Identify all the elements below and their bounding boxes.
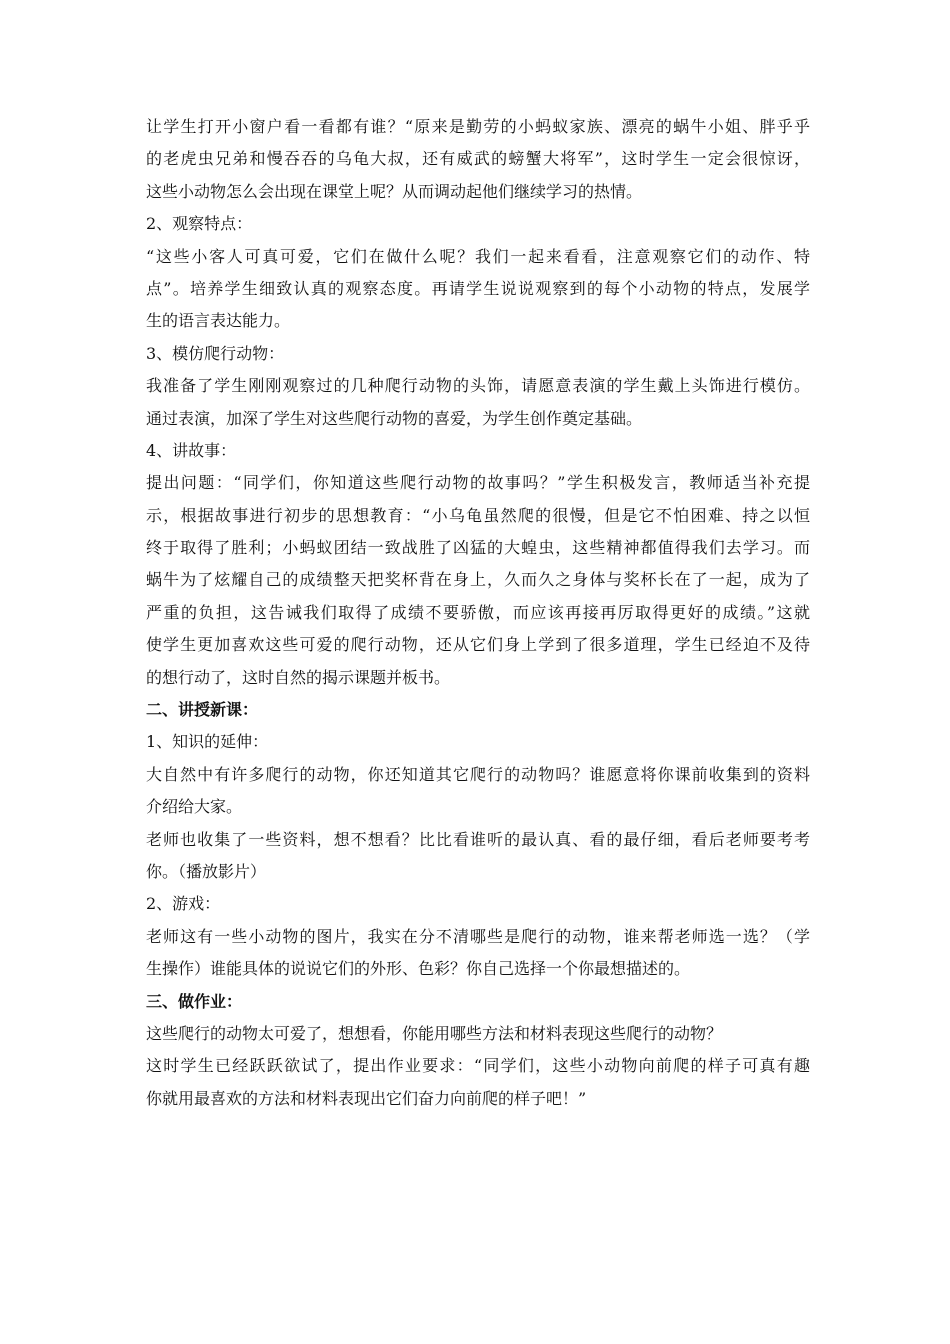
major-heading: 二、讲授新课： xyxy=(146,700,259,720)
text-line: 提出问题：“同学们，你知道这些爬行动物的故事吗？”学生积极发言，教师适当补充提 xyxy=(146,473,810,493)
text-line: 的老虎虫兄弟和慢吞吞的乌龟大叔，还有威武的螃蟹大将军”，这时学生一定会很惊讶， xyxy=(146,149,810,169)
text-line: 通过表演，加深了学生对这些爬行动物的喜爱，为学生创作奠定基础。 xyxy=(146,408,643,428)
text-line: 示，根据故事进行初步的思想教育：“小乌龟虽然爬的很慢，但是它不怕困难、持之以恒 xyxy=(146,505,810,525)
text-line: 严重的负担，这告诫我们取得了成绩不要骄傲，而应该再接再厉取得更好的成绩。”这就 xyxy=(146,602,810,622)
text-line: 大自然中有许多爬行的动物，你还知道其它爬行的动物吗？谁愿意将你课前收集到的资料 xyxy=(146,764,810,784)
major-heading: 三、做作业： xyxy=(146,991,243,1011)
text-line: 介绍给大家。 xyxy=(146,797,243,817)
text-line: 点”。培养学生细致认真的观察态度。再请学生说说观察到的每个小动物的特点，发展学 xyxy=(146,278,810,298)
text-line: 终于取得了胜利；小蚂蚁团结一致战胜了凶猛的大蝗虫，这些精神都值得我们去学习。而 xyxy=(146,538,810,558)
text-line: 这时学生已经跃跃欲试了，提出作业要求：“同学们，这些小动物向前爬的样子可真有趣 xyxy=(146,1056,810,1076)
text-line: 我准备了学生刚刚观察过的几种爬行动物的头饰，请愿意表演的学生戴上头饰进行模仿。 xyxy=(146,376,810,396)
text-line: 老师这有一些小动物的图片，我实在分不清哪些是爬行的动物，谁来帮老师选一选？（学 xyxy=(146,926,810,946)
text-line: “这些小客人可真可爱，它们在做什么呢？我们一起来看看，注意观察它们的动作、特 xyxy=(146,246,810,266)
text-line: 让学生打开小窗户看一看都有谁？“原来是勤劳的小蚂蚁家族、漂亮的蜗牛小姐、胖乎乎 xyxy=(146,117,810,136)
section-heading: 2、游戏： xyxy=(146,894,221,914)
section-heading: 4、讲故事： xyxy=(146,440,237,460)
text-line: 这些小动物怎么会出现在课堂上呢？从而调动起他们继续学习的热情。 xyxy=(146,181,643,201)
text-line: 蜗牛为了炫耀自己的成绩整天把奖杯背在身上，久而久之身体与奖杯长在了一起，成为了 xyxy=(146,570,810,590)
text-line: 的想行动了，这时自然的揭示课题并板书。 xyxy=(146,667,451,687)
text-line: 使学生更加喜欢这些可爱的爬行动物，还从它们身上学到了很多道理，学生已经迫不及待 xyxy=(146,635,810,655)
text-line: 这些爬行的动物太可爱了，想想看，你能用哪些方法和材料表现这些爬行的动物？ xyxy=(146,1023,723,1043)
text-line: 老师也收集了一些资料，想不想看？比比看谁听的最认真、看的最仔细，看后老师要考考 xyxy=(146,829,810,849)
section-heading: 3、模仿爬行动物： xyxy=(146,343,285,363)
section-heading: 2、观察特点： xyxy=(146,214,253,234)
text-line: 你。（播放影片） xyxy=(146,861,267,881)
text-line: 你就用最喜欢的方法和材料表现出它们奋力向前爬的样子吧！” xyxy=(146,1088,587,1108)
document-page xyxy=(146,111,810,1115)
text-line: 生的语言表达能力。 xyxy=(146,311,291,331)
section-heading: 1、知识的延伸： xyxy=(146,732,269,752)
text-line: 生操作）谁能具体的说说它们的外形、色彩？你自己选择一个你最想描述的。 xyxy=(146,959,691,979)
